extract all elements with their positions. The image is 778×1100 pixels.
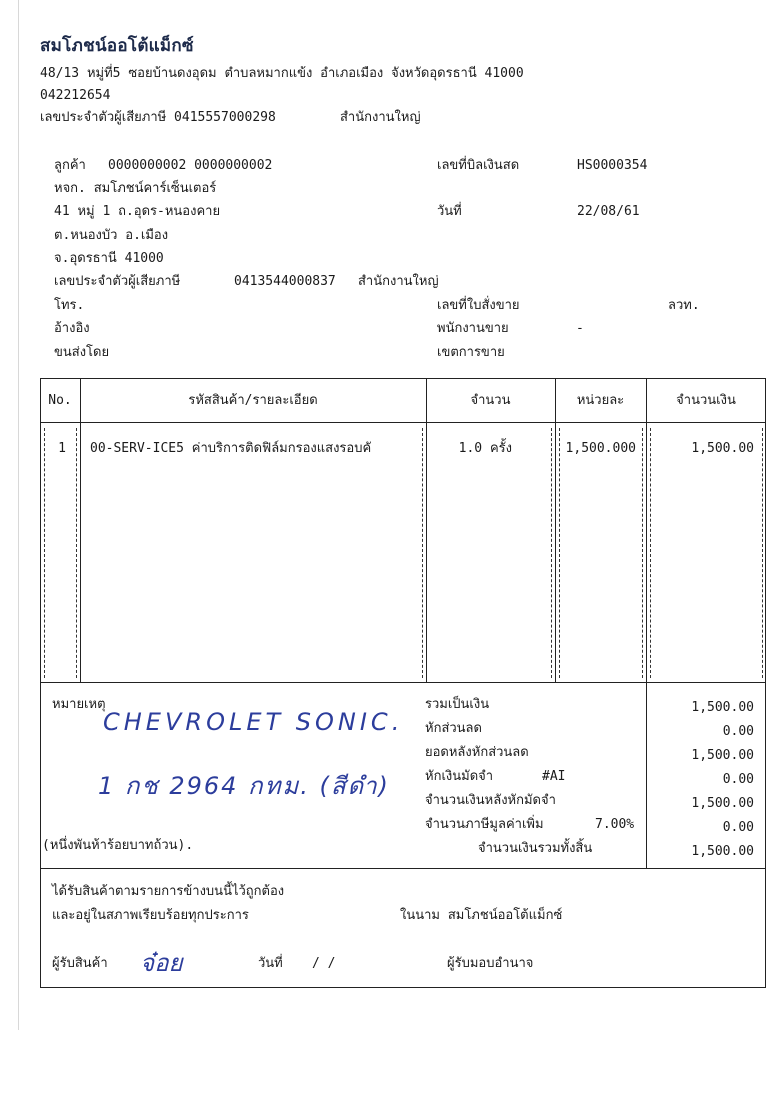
- total-value-discount: 0.00: [722, 724, 754, 739]
- total-label-after-discount: ยอดหลังหักส่วนลด: [425, 745, 529, 760]
- dash-mark: [76, 428, 77, 678]
- customer-codes: 0000000002 0000000002: [108, 158, 273, 173]
- row-no: 1: [58, 441, 66, 456]
- total-label-discount: หักส่วนลด: [425, 721, 482, 736]
- total-label-subtotal: รวมเป็นเงิน: [425, 697, 490, 712]
- customer-phone-label: โทร.: [54, 298, 85, 313]
- amount-in-words: (หนึ่งพันห้าร้อยบาทถ้วน).: [42, 838, 194, 853]
- receive-date-label: วันที่: [258, 956, 283, 971]
- table-header-divider: [40, 422, 766, 423]
- customer-tax-id: 0413544000837: [234, 274, 336, 289]
- header-amount: จำนวนเงิน: [676, 393, 736, 408]
- scan-edge: [18, 0, 19, 1030]
- handwritten-license-plate: 1 กช 2964 กทม. (สีดำ): [98, 772, 390, 800]
- receive-date-blank: / /: [312, 956, 336, 971]
- grand-total-value: 1,500.00: [691, 844, 754, 859]
- dash-mark: [422, 428, 423, 678]
- col-divider-price: [646, 378, 647, 868]
- sales-order-value: ลวท.: [668, 298, 700, 313]
- footer-received-line-2: และอยู่ในสภาพเรียบร้อยทุกประการ: [52, 908, 249, 923]
- salesman-value: -: [576, 321, 584, 336]
- bill-no-label: เลขที่บิลเงินสด: [437, 158, 520, 173]
- col-divider-item: [426, 378, 427, 682]
- footer-received-line-1: ได้รับสินค้าตามรายการข้างบนนี้ไว้ถูกต้อง: [52, 884, 285, 899]
- sales-order-label: เลขที่ใบสั่งขาย: [437, 298, 520, 313]
- footer-divider: [40, 868, 766, 869]
- total-value-after-deposit: 1,500.00: [691, 796, 754, 811]
- row-qty: 1.0 ครั้ง: [458, 441, 512, 456]
- footer-on-behalf: ในนาม สมโภชน์ออโต้แม็กซ์: [400, 908, 563, 923]
- total-value-deposit: 0.00: [722, 772, 754, 787]
- sales-zone-label: เขตการขาย: [437, 345, 505, 360]
- dash-mark: [44, 428, 45, 678]
- notes-label: หมายเหตุ: [52, 697, 106, 712]
- header-qty: จำนวน: [470, 393, 511, 408]
- total-value-after-discount: 1,500.00: [691, 748, 754, 763]
- table-body-divider: [40, 682, 766, 683]
- total-value-subtotal: 1,500.00: [691, 700, 754, 715]
- customer-tax-label: เลขประจำตัวผู้เสียภาษี: [54, 274, 181, 289]
- row-amount: 1,500.00: [691, 441, 754, 456]
- dash-mark: [551, 428, 552, 678]
- bill-date: 22/08/61: [577, 204, 640, 219]
- vat-rate: 7.00%: [595, 817, 635, 832]
- row-item: 00-SERV-ICE5 ค่าบริการติดฟิล์มกรองแสงรอบคั: [90, 441, 372, 456]
- bill-no: HS0000354: [577, 158, 648, 173]
- customer-branch: สำนักงานใหญ่: [358, 274, 439, 289]
- deposit-code: #AI: [542, 769, 566, 784]
- customer-ship-label: ขนส่งโดย: [54, 345, 110, 360]
- receiver-signature: จ๋อย: [140, 949, 183, 977]
- bill-date-label: วันที่: [437, 204, 462, 219]
- salesman-label: พนักงานขาย: [437, 321, 509, 336]
- handwritten-car-model: CHEVROLET SONIC.: [103, 708, 404, 736]
- grand-total-label: จำนวนเงินรวมทั้งสิ้น: [478, 841, 593, 856]
- company-branch: สำนักงานใหญ่: [340, 110, 421, 125]
- customer-name: หจก. สมโภชน์คาร์เซ็นเตอร์: [54, 181, 217, 196]
- customer-address-1: 41 หมู่ 1 ถ.อุดร-หนองคาย: [54, 204, 221, 219]
- authorized-label: ผู้รับมอบอำนาจ: [447, 956, 534, 971]
- receiver-label: ผู้รับสินค้า: [52, 956, 108, 971]
- total-label-deposit: หักเงินมัดจำ: [425, 769, 494, 784]
- customer-address-2: ต.หนองบัว อ.เมือง: [54, 228, 169, 243]
- dash-mark: [762, 428, 763, 678]
- customer-ref-label: อ้างอิง: [54, 321, 90, 336]
- customer-label: ลูกค้า: [54, 158, 86, 173]
- company-phone: 042212654: [40, 88, 111, 103]
- row-unit-price: 1,500.000: [565, 441, 636, 456]
- total-label-after-deposit: จำนวนเงินหลังหักมัดจำ: [425, 793, 556, 808]
- total-label-vat: จำนวนภาษีมูลค่าเพิ่ม: [425, 817, 544, 832]
- customer-address-3: จ.อุดรธานี 41000: [54, 251, 164, 266]
- company-name: สมโภชน์ออโต้แม็กซ์: [40, 36, 194, 56]
- dash-mark: [559, 428, 560, 678]
- company-address: 48/13 หมู่ที่5 ซอยบ้านดงอุดม ตำบลหมากแข้ง อำเภอเมือง จังหวัดอุดรธานี 41000: [40, 66, 524, 81]
- total-value-vat: 0.00: [722, 820, 754, 835]
- dash-mark: [642, 428, 643, 678]
- header-no: No.: [48, 393, 72, 408]
- col-divider-no: [80, 378, 81, 682]
- col-divider-qty: [555, 378, 556, 682]
- header-item: รหัสสินค้า/รายละเอียด: [188, 393, 318, 408]
- company-tax-id: เลขประจำตัวผู้เสียภาษี 0415557000298: [40, 110, 276, 125]
- header-unit-price: หน่วยละ: [576, 393, 625, 408]
- dash-mark: [650, 428, 651, 678]
